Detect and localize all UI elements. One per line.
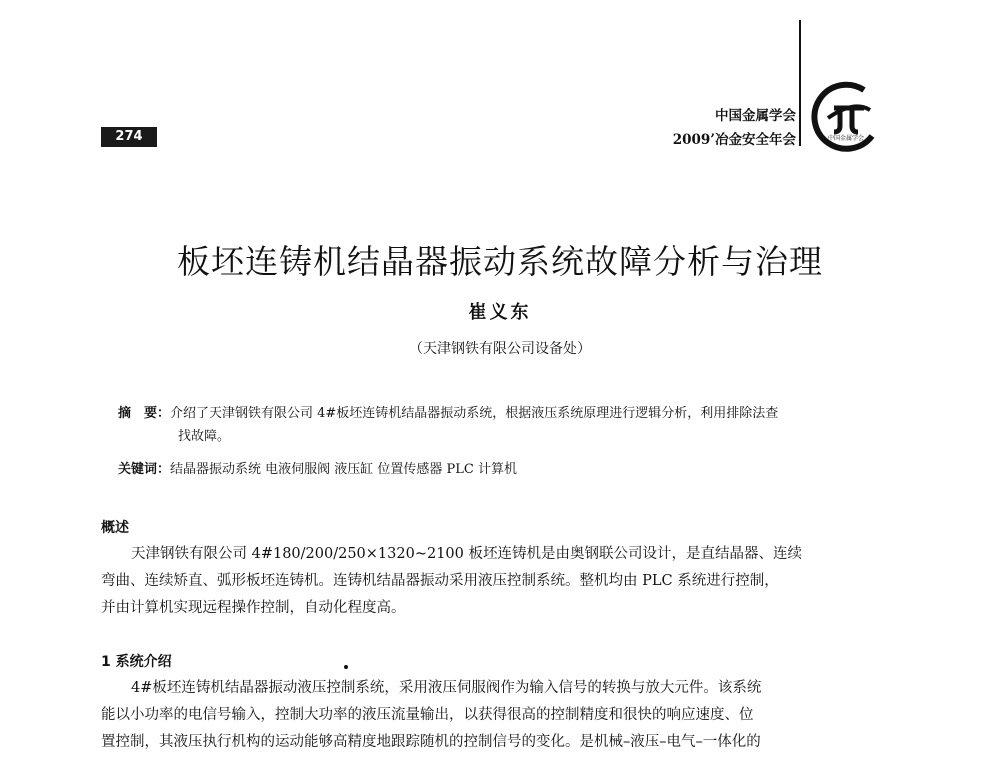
stray-mark xyxy=(344,665,348,669)
keywords-label: 关键词： xyxy=(118,462,171,477)
section-heading-system-intro: 1 系统介绍 xyxy=(101,654,172,670)
abstract-block xyxy=(118,402,888,448)
logo-caption: 中国金属学会 xyxy=(827,135,865,142)
conference-header xyxy=(673,104,796,152)
header-divider xyxy=(799,20,801,146)
keywords-text: 结晶器振动系统 电液伺服阀 液压缸 位置传感器 PLC 计算机 xyxy=(170,462,518,477)
paper-title: 板坯连铸机结晶器振动系统故障分析与治理 xyxy=(177,242,823,281)
paragraph-line: 能以小功率的电信号输入，控制大功率的液压流量输出，以获得很高的控制精度和很快的响应速度、位 xyxy=(101,707,754,723)
paragraph-line: 弯曲、连续矫直、弧形板坯连铸机。连铸机结晶器振动采用液压控制系统。整机均由 PLC 系统进行控制， xyxy=(101,573,779,589)
paper-author: 崔义东 xyxy=(468,302,532,323)
keywords-block xyxy=(118,458,888,481)
page-number-badge: 274 xyxy=(101,127,157,147)
society-name: 中国金属学会 xyxy=(715,108,796,124)
conference-name: 2009’冶金安全年会 xyxy=(672,132,796,148)
abstract-line-1: 介绍了天津钢铁有限公司 4#板坯连铸机结晶器振动系统，根据液压系统原理进行逻辑分析，利用排除法查 xyxy=(170,406,779,421)
paragraph-line: 天津钢铁有限公司 4#180/200/250×1320~2100 板坯连铸机是由奥钢联公司设计，是直结晶器、连续 xyxy=(131,546,802,562)
paragraph-line: 4#板坯连铸机结晶器振动液压控制系统，采用液压伺服阀作为输入信号的转换与放大元件。该系统 xyxy=(131,680,762,696)
society-logo-icon xyxy=(806,78,886,158)
paragraph-line: 并由计算机实现远程操作控制，自动化程度高。 xyxy=(101,600,406,616)
paragraph-line: 置控制，其液压执行机构的运动能够高精度地跟踪随机的控制信号的变化。是机械–液压–电气–一体化的 xyxy=(101,734,761,750)
section-heading-overview: 概述 xyxy=(101,520,129,536)
paper-affiliation: （天津钢铁有限公司设备处） xyxy=(409,341,591,357)
abstract-label: 摘 要： xyxy=(118,406,171,421)
section-overview-body xyxy=(101,541,898,622)
section-system-intro-body xyxy=(101,675,898,756)
abstract-line-2: 找故障。 xyxy=(178,429,231,444)
